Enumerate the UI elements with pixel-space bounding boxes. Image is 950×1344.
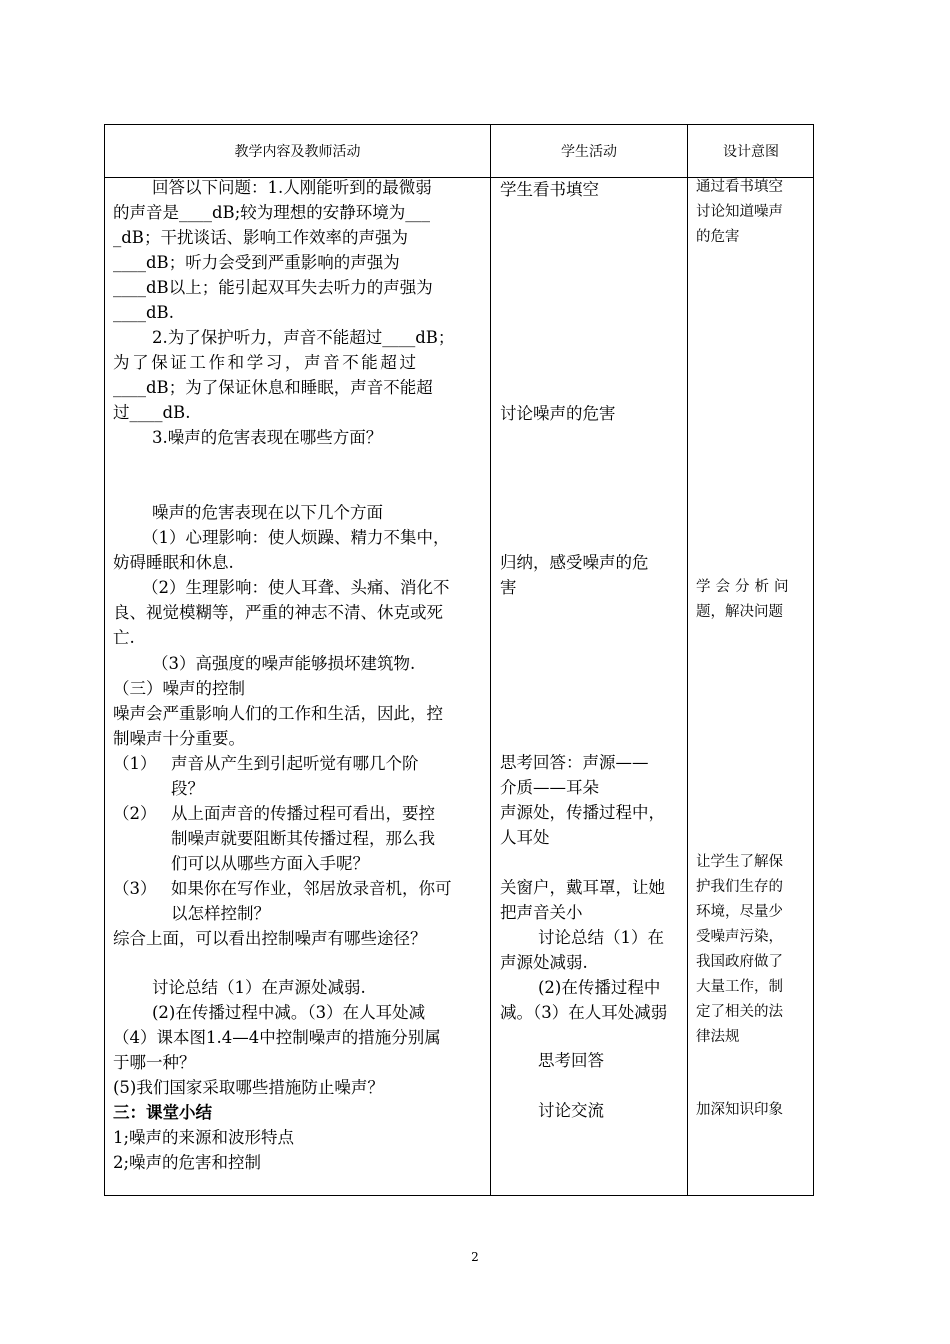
list-number: （2）	[113, 804, 157, 823]
text-line: 过____dB.	[113, 403, 191, 422]
header-student-activity: 学生活动	[561, 144, 617, 160]
text-line: 讨论噪声的危害	[500, 404, 616, 423]
text-line: 我国政府做了	[696, 954, 783, 970]
text-line: 为了保证工作和学习，声音不能超过	[113, 353, 419, 372]
text-line: 噪声会严重影响人们的工作和生活，因此，控	[113, 704, 443, 723]
text-line: （3）高强度的噪声能够损坏建筑物.	[152, 654, 416, 673]
text-line: (2)在传播过程中	[538, 978, 661, 997]
text-line: 以怎样控制？	[171, 904, 270, 923]
text-line: 声源处，传播过程中，	[500, 803, 665, 822]
text-line: 们可以从哪些方面入手呢？	[171, 854, 369, 873]
text-line: 介质——耳朵	[500, 778, 599, 797]
text-line: 通过看书填空	[696, 179, 783, 195]
text-line: 归纳，感受噪声的危	[500, 553, 649, 572]
text-line: 亡.	[113, 628, 135, 647]
text-line: 害	[500, 578, 517, 597]
text-line: 律法规	[696, 1029, 740, 1045]
header-teacher-activity: 教学内容及教师活动	[234, 144, 361, 160]
text-line: 让学生了解保	[696, 854, 783, 870]
text-line: 学会分析问	[696, 579, 794, 595]
text-line: （2）生理影响：使人耳聋、头痛、消化不	[142, 578, 450, 597]
text-line: (5)我们国家采取哪些措施防止噪声？	[113, 1078, 384, 1097]
text-line: ____dB.	[113, 303, 174, 322]
text-line: ____dB；听力会受到严重影响的声强为	[113, 253, 400, 272]
text-line: 讨论总结（1）在	[538, 928, 664, 947]
text-line: 的声音是____dB;较为理想的安静环境为___	[113, 203, 430, 222]
text-line: 讨论知道噪声	[696, 204, 783, 220]
list-number: （1）	[113, 754, 157, 773]
text-line: 2;噪声的危害和控制	[113, 1153, 262, 1172]
text-line: 妨碍睡眠和休息.	[113, 553, 234, 572]
list-number: （3）	[113, 879, 157, 898]
text-line: 3.噪声的危害表现在哪些方面？	[152, 428, 383, 447]
section-heading: 三：课堂小结	[113, 1103, 212, 1122]
text-line: 加深知识印象	[696, 1102, 783, 1118]
text-line: 减。（3）在人耳处减弱	[500, 1003, 668, 1022]
text-line: 环境，尽量少	[696, 904, 783, 920]
text-line: 于哪一种？	[113, 1053, 196, 1072]
text-line: 讨论总结（1）在声源处减弱.	[152, 978, 366, 997]
text-line: 从上面声音的传播过程可看出，要控	[171, 804, 435, 823]
text-line: 题，解决问题	[696, 604, 783, 620]
text-line: 声源处减弱.	[500, 953, 588, 972]
text-line: (2)在传播过程中减。（3）在人耳处减	[152, 1003, 426, 1022]
text-line: 定了相关的法	[696, 1004, 783, 1020]
text-line: 制噪声就要阻断其传播过程，那么我	[171, 829, 435, 848]
text-line: 制噪声十分重要。	[113, 729, 245, 748]
text-line: 段？	[171, 779, 204, 798]
text-line: 如果你在写作业，邻居放录音机，你可	[171, 879, 452, 898]
text-line: 护我们生存的	[696, 879, 783, 895]
text-line: 思考回答：声源——	[500, 753, 649, 772]
text-line: 人耳处	[500, 828, 550, 847]
text-line: 大量工作，制	[696, 979, 783, 995]
text-line: _dB；干扰谈话、影响工作效率的声强为	[113, 228, 408, 247]
text-line: 回答以下问题：1.人刚能听到的最微弱	[152, 178, 432, 197]
text-line: 声音从产生到引起听觉有哪几个阶	[171, 754, 419, 773]
column-divider	[490, 125, 491, 1195]
header-design-intent: 设计意图	[723, 144, 779, 160]
text-line: （4）课本图1.4—4中控制噪声的措施分别属	[113, 1028, 441, 1047]
text-line: 噪声的危害表现在以下几个方面	[152, 503, 383, 522]
text-line: ____dB；为了保证休息和睡眠，声音不能超	[113, 378, 433, 397]
text-line: 把声音关小	[500, 903, 583, 922]
text-line: 关窗户，戴耳罩，让她	[500, 878, 665, 897]
text-line: 讨论交流	[538, 1101, 604, 1120]
text-line: 2.为了保护听力，声音不能超过____dB；	[152, 328, 455, 347]
page-number: 2	[471, 1250, 479, 1264]
section-heading: （三）噪声的控制	[113, 679, 245, 698]
text-line: 综合上面，可以看出控制噪声有哪些途径？	[113, 929, 427, 948]
column-divider	[687, 125, 688, 1195]
text-line: 1;噪声的来源和波形特点	[113, 1128, 295, 1147]
text-line: 的危害	[696, 229, 740, 245]
text-line: 良、视觉模糊等，严重的神志不清、休克或死	[113, 603, 443, 622]
text-line: 思考回答	[538, 1051, 604, 1070]
text-line: （1）心理影响：使人烦躁、精力不集中，	[142, 528, 450, 547]
text-line: 受噪声污染，	[696, 929, 783, 945]
text-line: 学生看书填空	[500, 180, 599, 199]
text-line: ____dB以上；能引起双耳失去听力的声强为	[113, 278, 433, 297]
